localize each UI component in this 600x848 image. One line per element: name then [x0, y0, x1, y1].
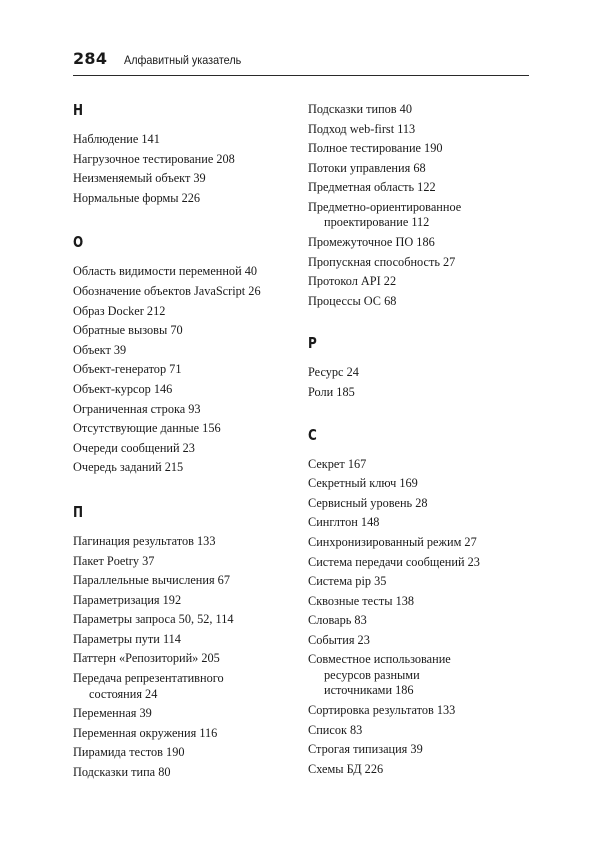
index-entry: Предметная область 122 — [308, 180, 436, 195]
index-entry: Потоки управления 68 — [308, 160, 426, 175]
index-entry: Схемы БД 226 — [308, 761, 384, 776]
section-p-entries-a — [73, 532, 303, 669]
index-entry: Синхронизированный режим 27 — [308, 534, 477, 549]
index-entry: Секрет 167 — [308, 456, 367, 471]
index-entry: Полное тестирование 190 — [308, 141, 443, 156]
index-entry: Параметры запроса 50, 52, 114 — [73, 612, 234, 627]
index-entry: Синглтон 148 — [308, 515, 380, 530]
index-entry: Параметры пути 114 — [73, 631, 181, 646]
index-entry: Промежуточное ПО 186 — [308, 234, 435, 249]
section-letter-n: Н — [73, 101, 84, 119]
index-entry: Паттерн «Репозиторий» 205 — [73, 651, 220, 666]
index-entry: Нормальные формы 226 — [73, 190, 201, 205]
index-entry: Образ Docker 212 — [73, 303, 166, 318]
index-entry: Обозначение объектов JavaScript 26 — [73, 283, 261, 298]
index-entry: Протокол API 22 — [308, 274, 397, 289]
section-s-entries-b — [308, 701, 538, 779]
index-entry: Ограниченная строка 93 — [73, 401, 201, 416]
index-entry: Наблюдение 141 — [73, 132, 160, 146]
index-entry: Объект-генератор 71 — [73, 362, 182, 377]
section-n-entries — [73, 130, 303, 208]
index-entry: Область видимости переменной 40 — [73, 264, 258, 279]
index-entry: Очередь заданий 215 — [73, 460, 184, 475]
section-p-cont-entries-a — [308, 100, 538, 198]
index-entry: Совместное использование ресурсов разными источниками 186 — [308, 652, 451, 698]
page-header — [73, 47, 529, 76]
page-number: 284 — [73, 49, 108, 68]
index-entry: Процессы ОС 68 — [308, 293, 397, 308]
section-o-entries — [73, 262, 303, 478]
running-title: Алфавитный указатель — [124, 53, 242, 67]
left-column — [73, 100, 303, 782]
index-entry: Переменная окружения 116 — [73, 725, 218, 740]
index-entry: Объект 39 — [73, 342, 127, 357]
index-entry: Словарь 83 — [308, 613, 367, 628]
index-entry: Подсказки типа 80 — [73, 764, 171, 779]
index-entry: Строгая типизация 39 — [308, 742, 423, 757]
index-entry: Ресурс 24 — [308, 365, 359, 380]
index-entry: Сервисный уровень 28 — [308, 495, 428, 510]
index-entry: События 23 — [308, 632, 370, 647]
index-entry: Сортировка результатов 133 — [308, 702, 456, 717]
index-entry: Очереди сообщений 23 — [73, 440, 195, 455]
section-letter-p: П — [73, 502, 84, 521]
index-entry: Передача репрезентативного состояния 24 — [73, 671, 224, 701]
index-entry: Пакет Poetry 37 — [73, 553, 155, 568]
index-entry: Пагинация результатов 133 — [73, 533, 216, 548]
section-letter-s: С — [308, 425, 317, 444]
index-entry: Нагрузочное тестирование 208 — [73, 151, 235, 166]
index-entry: Подсказки типов 40 — [308, 102, 412, 116]
index-entry: Пропускная способность 27 — [308, 254, 456, 269]
section-p-entries-b — [73, 704, 303, 782]
index-entry: Объект-курсор 146 — [73, 381, 173, 396]
index-entry: Подход web-first 113 — [308, 121, 416, 136]
index-entry: Список 83 — [308, 722, 363, 737]
index-entry: Параметризация 192 — [73, 592, 182, 607]
index-entry: Сквозные тесты 138 — [308, 593, 415, 608]
index-entry: Система pip 35 — [308, 574, 387, 589]
index-entry: Неизменяемый объект 39 — [73, 171, 206, 186]
index-entry: Роли 185 — [308, 384, 355, 399]
index-entry: Пирамида тестов 190 — [73, 745, 185, 760]
section-p-cont-entries-b — [308, 233, 538, 311]
index-entry: Секретный ключ 169 — [308, 476, 418, 491]
section-r-entries — [308, 363, 538, 402]
section-letter-r: Р — [308, 334, 317, 353]
index-entry: Система передачи сообщений 23 — [308, 554, 480, 569]
index-entry: Переменная 39 — [73, 706, 152, 721]
section-letter-o: О — [73, 233, 84, 252]
index-entry: Отсутствующие данные 156 — [73, 421, 221, 436]
index-entry: Параллельные вычисления 67 — [73, 573, 230, 588]
index-entry: Предметно-ориентированное проектирование 112 — [308, 199, 462, 230]
right-column — [308, 100, 538, 779]
index-entry: Обратные вызовы 70 — [73, 323, 183, 338]
section-s-entries-a — [308, 455, 538, 651]
